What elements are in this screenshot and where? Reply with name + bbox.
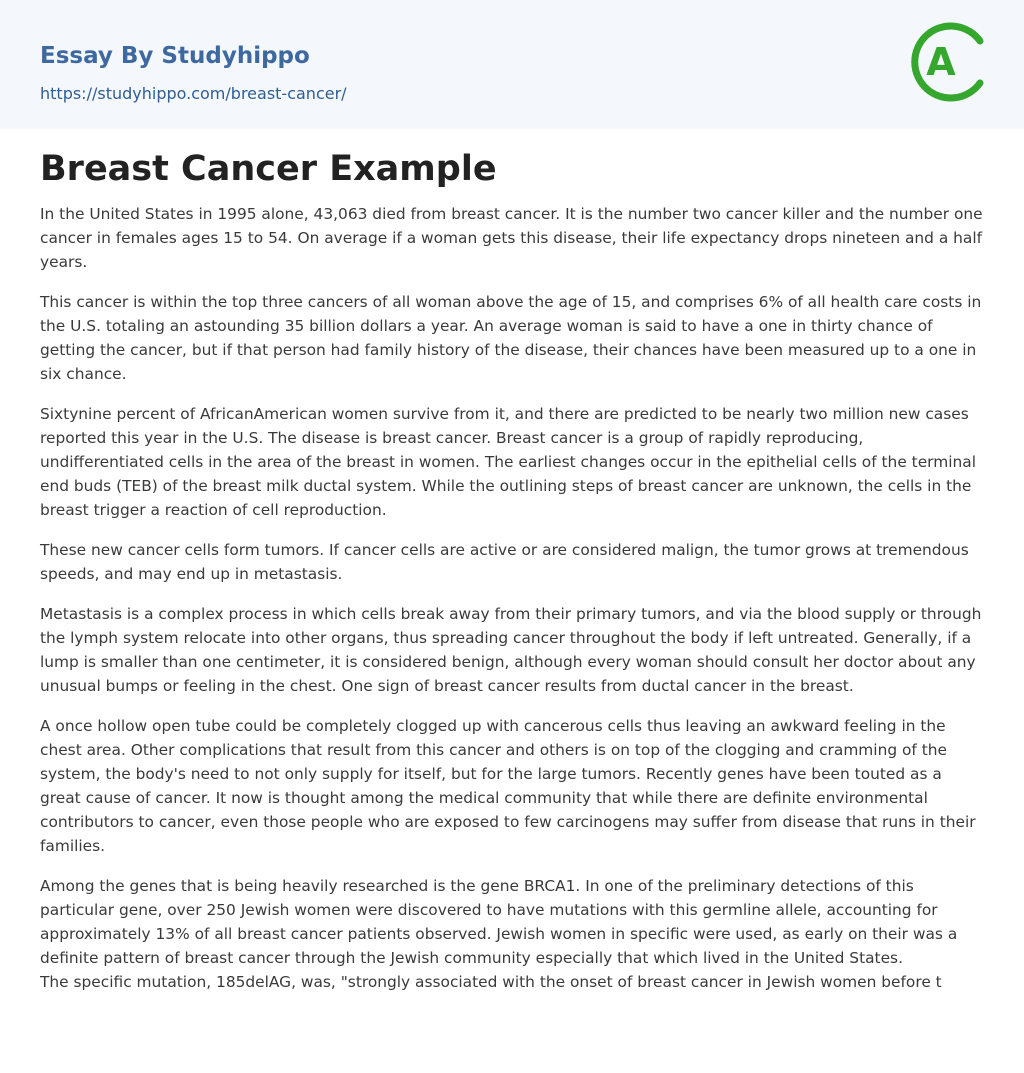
article	[0, 129, 1024, 994]
essay-paragraph-last	[40, 874, 984, 994]
site-header	[0, 0, 1024, 129]
essay-paragraph: This cancer is within the top three cancers of all woman above the age of 15, and comprises 6% of all health care costs in the U.S. totaling an astounding 35 billion dollars a year. An average woman is said to have a one in thirty chance of getting the cancer, but if that person had family history of the disease, their chances have been measured up to a one in six chance.	[40, 293, 982, 383]
essay-paragraph: Metastasis is a complex process in which cells break away from their primary tumors, and via the blood supply or through the lymph system relocate into other organs, thus spreading cancer throughout the body if left untreated. Generally, if a lump is smaller than one centimeter, it is considered benign, although every woman should consult her doctor about any unusual bumps or feeling in the chest. One sign of breast cancer results from ductal cancer in the breast.	[40, 605, 982, 695]
essay-paragraph-text: Among the genes that is being heavily researched is the gene BRCA1. In one of the preliminary detections of this particular gene, over 250 Jewish women were discovered to have mutations with this germline allele, accounting for approximately 13% of all breast cancer patients observed. Jewish women in specific were used, as early on their was a definite pattern of breast cancer through the Jewish community especially that which lived in the United States.	[40, 877, 958, 967]
studyhippo-a-logo-icon[interactable]	[910, 18, 988, 106]
essay-paragraph: Sixtynine percent of AfricanAmerican women survive from it, and there are predicted to be nearly two million new cases reported this year in the U.S. The disease is breast cancer. Breast cancer is a group of rapidly reproducing, undifferentiated cells in the area of the breast in women. The earliest changes occur in the epithelial cells of the terminal end buds (TEB) of the breast milk ductal system. While the outlining steps of breast cancer are unknown, the cells in the breast trigger a reaction of cell reproduction.	[40, 405, 976, 519]
logo-letter: A	[926, 40, 956, 84]
essay-paragraph-truncated-line: The specific mutation, 185delAG, was, "strongly associated with the onset of breast cancer in Jewish women before t	[40, 973, 942, 991]
essay-paragraph: A once hollow open tube could be completely clogged up with cancerous cells thus leaving an awkward feeling in the chest area. Other complications that result from this cancer and others is on top of the clogging and cramming of the system, the body's need to not only supply for itself, but for the large tumors. Recently genes have been touted as a great cause of cancer. It now is thought among the medical community that while there are definite environmental contributors to cancer, even those people who are exposed to few carcinogens may suffer from disease that runs in their families.	[40, 717, 976, 855]
page-title: Breast Cancer Example	[40, 149, 497, 189]
brand-title: Essay By Studyhippo	[40, 43, 310, 69]
essay-paragraph: In the United States in 1995 alone, 43,063 died from breast cancer. It is the number two cancer killer and the number one cancer in females ages 15 to 54. On average if a woman gets this disease, their life expectancy drops nineteen and a half years.	[40, 205, 983, 271]
source-url-link[interactable]: https://studyhippo.com/breast-cancer/	[40, 84, 347, 103]
essay-paragraph: These new cancer cells form tumors. If cancer cells are active or are considered malign, the tumor grows at tremendous speeds, and may end up in metastasis.	[40, 541, 969, 583]
